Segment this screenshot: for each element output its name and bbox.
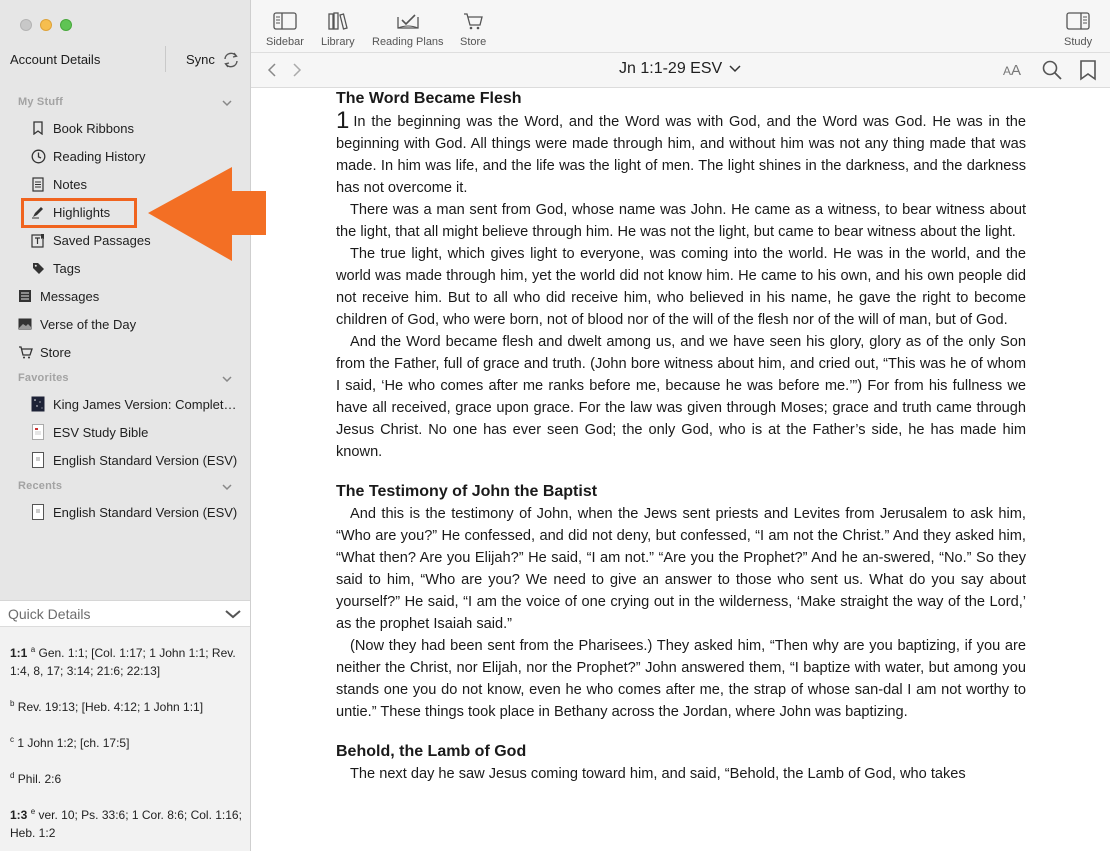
quick-details-title: Quick Details	[8, 606, 91, 622]
annotation-highlight-box	[21, 198, 137, 228]
book-cover-icon	[30, 452, 46, 468]
library-button[interactable]	[321, 10, 355, 48]
cross-reference-entry[interactable]	[10, 695, 242, 716]
sidebar-item-saved-passages[interactable]	[30, 228, 151, 252]
book-cover-icon	[30, 424, 46, 440]
paragraph: And the Word became flesh and dwelt among us, and we have seen his glory, glory as of the only Son from the Father, full of grace and truth. (John bore witness about him, and cried out, “This was he of whom I said, ‘He who comes after me ranks before me, because he was before me.’”) For from his fullness we have all received, grace upon grace. For the law was given through Moses; grace and truth came through Jesus Christ. No one has ever seen God; the only God, who is at the Father’s side, he has made him known.	[336, 334, 1026, 460]
paragraph: And this is the testimony of John, when the Jews sent priests and Levites from Jerusalem to ask him, “Who are you?” He confessed, and did not deny, but confessed, “I am not the Christ.” And they asked him, “What then? Are you Elijah?” He said, “I am not.” “Are you the Prophet?” And he an-swered, “No.” So they said to him, “Who are you? We need to give an answer to those who sent us. What do you say about yourself?” He said, “I am the voice of one crying out in the wilderness, ‘Make straight the way of the Lord,’ as the prophet Isaiah said.”	[336, 506, 1026, 632]
library-button-label: Library	[321, 36, 355, 48]
paragraph-text: In the beginning was the Word, and the Word was with God, and the Word was God. He was in the beginning with God. All things were made through him, and without him was not any thing made that was made. In him was life, and the life was the light of men. The light shines in the darkness, and the darkness has not overcome it.	[336, 114, 1026, 196]
sidebar-item-label: Messages	[40, 288, 100, 304]
sidebar-item-label: ESV Study Bible	[53, 424, 149, 440]
chevron-down-icon[interactable]	[221, 374, 233, 384]
footnote-letter: d	[10, 771, 15, 780]
sidebar-item-label: Tags	[53, 260, 81, 276]
reading-plans-button[interactable]	[372, 10, 444, 48]
study-button-label: Study	[1064, 36, 1093, 48]
quick-details-header[interactable]	[0, 601, 250, 627]
favorites-header[interactable]: Favorites	[18, 372, 69, 384]
reading-plans-icon	[396, 10, 420, 32]
paragraph: The true light, which gives light to everyone, was coming into the world. He was in the world, and the world was made through him, yet the world did not know him. He came to his own, and his own people did not receive him. But to all who did receive him, who believed in his name, he gave the right to become children of God, who were born, not of blood nor of the will of the flesh nor of the will of man, but of God.	[336, 246, 1026, 328]
book-cover-icon	[30, 504, 46, 520]
quick-details-panel	[0, 600, 250, 851]
sidebar-item-label: Highlights	[53, 204, 111, 220]
study-button[interactable]	[1064, 10, 1092, 48]
footnote-letter: b	[10, 699, 15, 708]
close-window-button[interactable]	[20, 19, 32, 31]
recents-header[interactable]: Recents	[18, 480, 63, 492]
cross-reference-text: Gen. 1:1; [Col. 1:17; 1 John 1:1; Rev. 1:4, 8, 17; 3:14; 21:6; 22:13]	[10, 646, 236, 678]
chapter-number: 1	[336, 107, 350, 134]
sidebar-item-messages[interactable]	[17, 284, 99, 308]
footnote-letter: c	[10, 735, 14, 744]
window-controls	[20, 19, 72, 31]
chevron-down-icon[interactable]	[221, 98, 233, 108]
sidebar-item-label: Reading History	[53, 148, 146, 164]
sidebar-item-kjv[interactable]	[30, 392, 241, 416]
note-icon	[30, 176, 46, 192]
cross-reference-text: 1 John 1:2; [ch. 17:5]	[17, 736, 130, 750]
my-stuff-header[interactable]: My Stuff	[18, 96, 63, 108]
sidebar-item-label: Notes	[53, 176, 87, 192]
cross-reference-entry[interactable]	[10, 803, 242, 842]
reading-plans-button-label: Reading Plans	[372, 36, 444, 48]
sidebar-button[interactable]	[266, 10, 304, 48]
toolbar	[251, 0, 1110, 53]
verse-ref: 1:1	[10, 646, 28, 660]
verse-ref: 1:3	[10, 808, 28, 822]
section-heading: Behold, the Lamb of God	[336, 743, 527, 760]
paragraph: There was a man sent from God, whose name was John. He came as a witness, to bear witness about the light, that all might believe through him. He was not the light, but came to bear witness about the light.	[336, 202, 1026, 240]
section-heading: The Testimony of John the Baptist	[336, 483, 598, 500]
library-icon	[327, 10, 349, 32]
sidebar-item-store[interactable]	[17, 340, 71, 364]
divider	[165, 46, 166, 72]
sidebar-item-verse-of-the-day[interactable]	[17, 312, 136, 336]
footnote-letter: e	[30, 807, 36, 816]
paragraph: The next day he saw Jesus coming toward him, and said, “Behold, the Lamb of God, who takes	[350, 766, 966, 782]
cross-reference-entry[interactable]	[10, 767, 242, 788]
store-button-label: Store	[460, 36, 487, 48]
cart-icon	[17, 344, 33, 360]
sidebar-item-recent-esv[interactable]	[30, 500, 237, 524]
sidebar-button-label: Sidebar	[266, 36, 304, 48]
sidebar-item-label: King James Version: Complet…	[53, 396, 237, 412]
cross-reference-entry[interactable]	[10, 731, 242, 752]
passage-navbar	[251, 53, 1110, 88]
chevron-down-icon[interactable]	[224, 608, 242, 620]
zoom-window-button[interactable]	[60, 19, 72, 31]
minimize-window-button[interactable]	[40, 19, 52, 31]
book-cover-icon	[30, 396, 46, 412]
image-icon	[17, 316, 33, 332]
chevron-down-icon[interactable]	[221, 482, 233, 492]
tag-icon	[30, 260, 46, 276]
study-panel-icon	[1066, 10, 1090, 32]
sidebar-item-reading-history[interactable]	[30, 144, 146, 168]
sidebar-item-label: Saved Passages	[53, 232, 151, 248]
font-size-large-glyph: A	[1011, 62, 1022, 79]
sidebar-item-esv[interactable]	[30, 448, 237, 472]
store-button[interactable]	[460, 10, 486, 48]
passage-reference: Jn 1:1-29 ESV	[619, 60, 723, 77]
cross-reference-entry[interactable]	[10, 641, 242, 680]
forward-arrow-icon[interactable]	[291, 62, 303, 78]
sync-label[interactable]: Sync	[186, 52, 215, 67]
paragraph	[336, 107, 1026, 199]
font-size-button[interactable]	[1003, 62, 1021, 79]
sidebar-item-esv-study-bible[interactable]	[30, 420, 148, 444]
cross-reference-text: Phil. 2:6	[17, 772, 62, 786]
chevron-down-icon	[728, 64, 742, 74]
sidebar-item-notes[interactable]	[30, 172, 87, 196]
annotation-arrow-icon	[142, 165, 270, 265]
search-icon[interactable]	[1042, 59, 1062, 81]
account-details-link[interactable]: Account Details	[10, 52, 101, 67]
sidebar-item-label: Store	[40, 344, 72, 360]
font-size-small-glyph: A	[1003, 64, 1012, 78]
saved-passage-icon	[30, 232, 46, 248]
messages-icon	[17, 288, 33, 304]
bookmark-icon	[30, 120, 46, 136]
sidebar-item-label: Book Ribbons	[53, 120, 134, 136]
back-arrow-icon[interactable]	[266, 62, 278, 78]
footnote-letter: a	[30, 645, 36, 654]
sidebar-item-label: English Standard Version (ESV)	[53, 504, 238, 520]
paragraph: (Now they had been sent from the Pharisees.) They asked him, “Then why are you baptizing, if you are neither the Christ, nor Elijah, nor the Prophet?” John answered them, “I baptize with water, but among you stands one you do not know, even he who comes after me, the strap of whose san-dal I am not worthy to untie.” These things took place in Bethany across the Jordan, where John was baptizing.	[336, 638, 1026, 720]
clock-icon	[30, 148, 46, 164]
passage-reference-selector[interactable]	[619, 60, 742, 78]
sync-icon[interactable]	[221, 50, 241, 70]
cross-reference-text: ver. 10; Ps. 33:6; 1 Cor. 8:6; Col. 1:16; Heb. 1:2	[10, 808, 242, 840]
sidebar-item-label: English Standard Version (ESV)	[53, 452, 238, 468]
cart-icon	[462, 10, 484, 32]
sidebar-icon	[273, 10, 297, 32]
sidebar-item-label: Verse of the Day	[40, 316, 137, 332]
section-heading: The Word Became Flesh	[336, 90, 522, 107]
sidebar-item-book-ribbons[interactable]	[30, 116, 134, 140]
sidebar-item-tags[interactable]	[30, 256, 80, 280]
sidebar	[0, 0, 251, 851]
bookmark-icon[interactable]	[1079, 59, 1097, 81]
passage-text	[336, 88, 1026, 785]
account-row	[0, 44, 250, 76]
cross-reference-text: Rev. 19:13; [Heb. 4:12; 1 John 1:1]	[17, 700, 204, 714]
